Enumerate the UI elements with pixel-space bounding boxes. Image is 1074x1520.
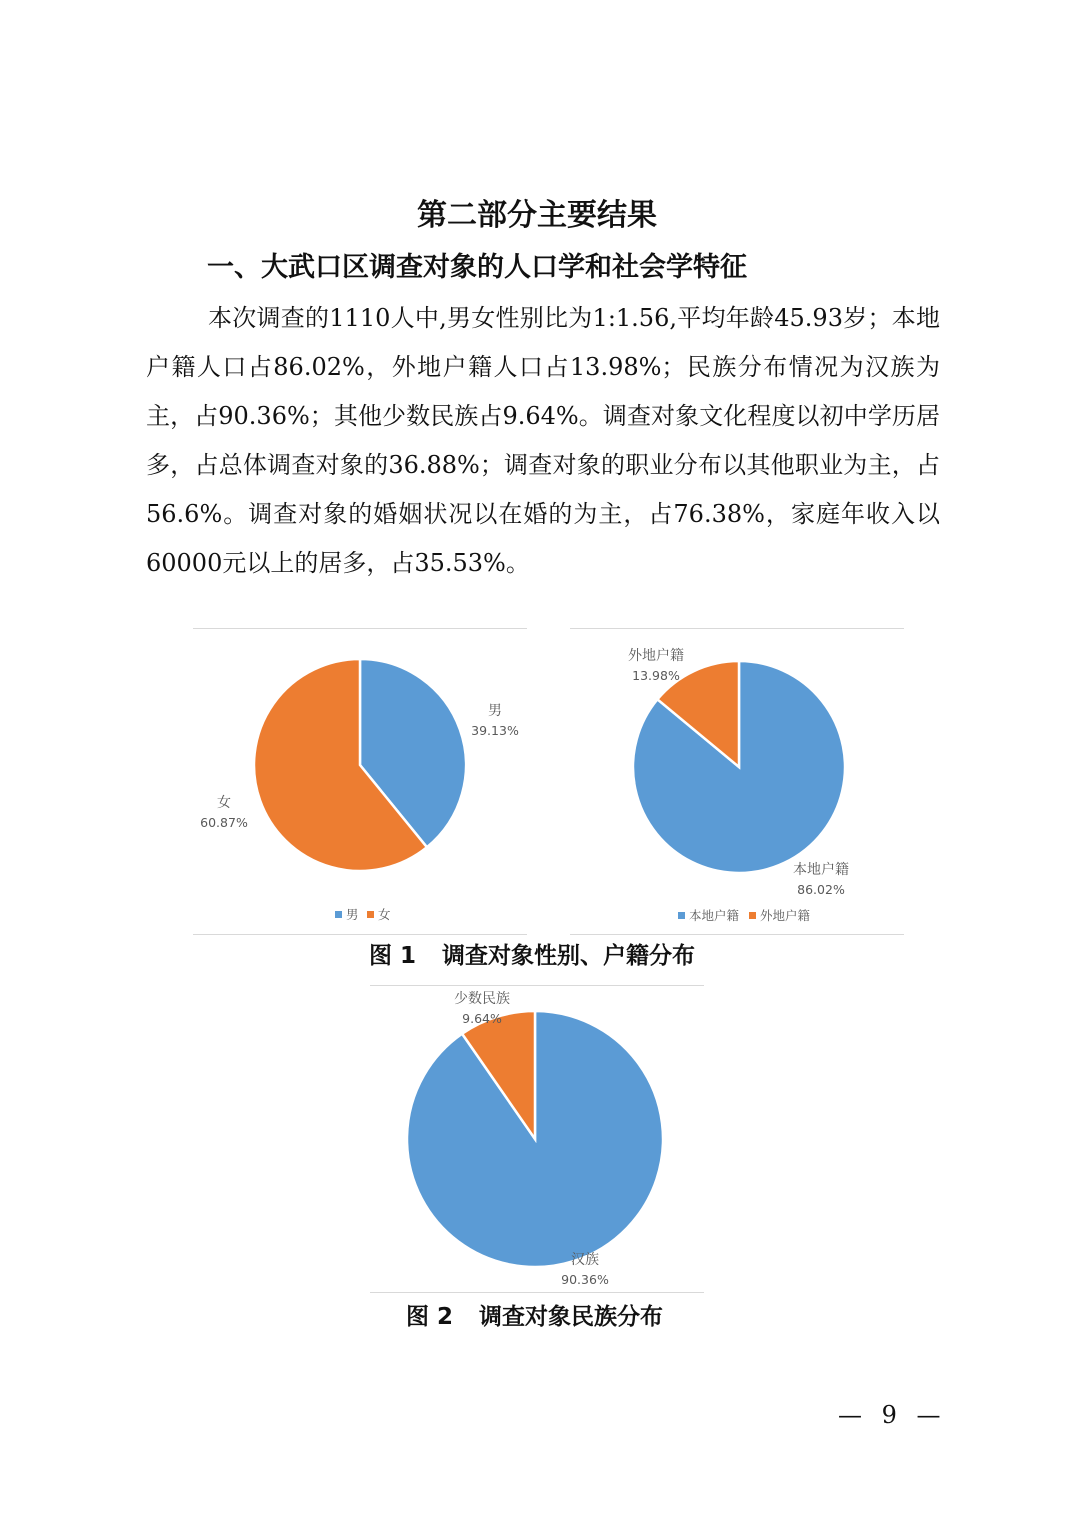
registration-legend-label-2: 外地户籍 <box>760 908 811 923</box>
registration-legend-label-1: 本地户籍 <box>689 908 740 923</box>
registration-percent-label-1: 86.02% <box>797 882 845 897</box>
gender-percent-label-2: 60.87% <box>200 815 248 830</box>
gender-pie-chart <box>193 629 527 933</box>
figure2-caption <box>406 1302 663 1332</box>
chart2-bottom-rule <box>570 934 904 935</box>
figure1-number: 图 1 <box>369 943 417 969</box>
gender-legend-swatch-2 <box>367 911 374 918</box>
registration-category-label-1: 本地户籍 <box>793 862 849 878</box>
gender-percent-label-1: 39.13% <box>471 723 519 738</box>
ethnicity-category-label-1: 汉族 <box>571 1252 599 1268</box>
figure1-text: 调查对象性别、户籍分布 <box>442 943 696 969</box>
chart3-bottom-rule <box>370 1292 704 1293</box>
chart1-bottom-rule <box>193 934 527 935</box>
section-title: 第二部分主要结果 <box>417 198 657 233</box>
ethnicity-percent-label-2: 9.64% <box>462 1011 502 1026</box>
ethnicity-percent-label-1: 90.36% <box>561 1272 609 1287</box>
gender-legend-label-1: 男 <box>346 907 359 922</box>
subsection-title: 一、大武口区调查对象的人口学和社会学特征 <box>207 252 747 283</box>
gender-legend-swatch-1 <box>335 911 342 918</box>
figure1-caption <box>369 941 695 971</box>
figure2-text: 调查对象民族分布 <box>479 1304 664 1330</box>
body-paragraph: 本次调查的1110人中,男女性别比为1:1.56,平均年龄45.93岁；本地户籍人口占86.02%，外地户籍人口占13.98%；民族分布情况为汉族为主，占90.36%；其他少数民族占9.64%。调查对象文化程度以初中学历居多，占总体调查对象的36.88%；调查对象的职业分布以其他职业为主，占56.6%。调查对象的婚姻状况以在婚的为主，占76.38%，家庭年收入以60000元以上的居多，占35.53%。 <box>146 304 940 577</box>
gender-category-label-2: 女 <box>217 795 231 811</box>
registration-pie-svg <box>570 629 904 933</box>
gender-pie-svg <box>193 629 527 933</box>
ethnicity-pie-chart <box>370 986 704 1291</box>
gender-category-label-1: 男 <box>488 703 502 719</box>
gender-legend-label-2: 女 <box>378 907 391 922</box>
figure2-number: 图 2 <box>406 1304 454 1330</box>
ethnicity-pie-svg <box>370 986 704 1291</box>
registration-category-label-2: 外地户籍 <box>628 648 684 664</box>
registration-legend-swatch-1 <box>678 912 685 919</box>
page-number: — 9 — <box>838 1401 947 1429</box>
registration-percent-label-2: 13.98% <box>632 668 680 683</box>
ethnicity-category-label-2: 少数民族 <box>454 991 510 1007</box>
registration-legend-swatch-2 <box>749 912 756 919</box>
registration-pie-chart <box>570 629 904 933</box>
